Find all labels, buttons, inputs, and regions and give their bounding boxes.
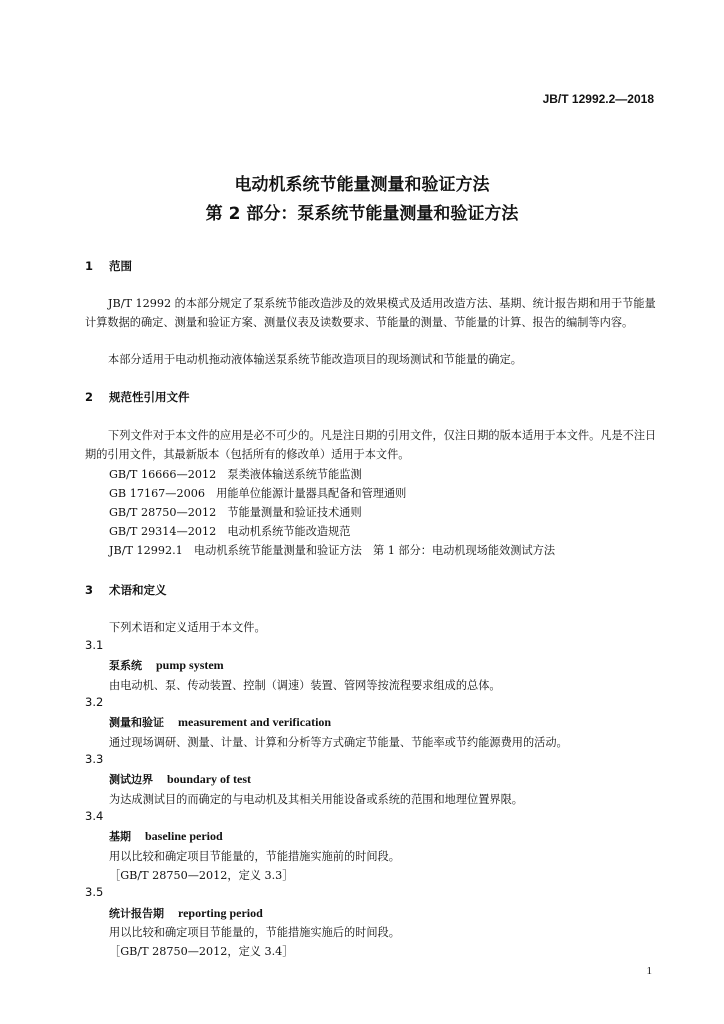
reference-item <box>109 466 362 482</box>
reference-item <box>109 485 406 501</box>
term-zh: 泵系统 <box>109 659 142 672</box>
reference-title: 用能单位能源计量器具配备和管理通则 <box>216 487 407 500</box>
reference-title: 电动机系统节能量测量和验证方法 第 1 部分：电动机现场能效测试方法 <box>193 544 556 557</box>
terms-intro: 下列术语和定义适用于本文件。 <box>109 621 266 634</box>
term-zh: 测量和验证 <box>109 716 164 729</box>
term-en: boundary of test <box>167 772 252 786</box>
term-heading <box>109 714 331 730</box>
term-number: 3.3 <box>85 752 104 766</box>
term-heading <box>109 771 251 787</box>
reference-code: JB/T 12992.1 <box>109 544 183 557</box>
term-definition: 用以比较和确定项目节能量的，节能措施实施前的时间段。 <box>109 850 400 863</box>
section-title: 术语和定义 <box>109 583 167 597</box>
term-en: baseline period <box>145 829 223 843</box>
reference-code: GB/T 28750—2012 <box>109 506 217 519</box>
term-zh: 统计报告期 <box>109 907 164 920</box>
term-number: 3.5 <box>85 885 104 899</box>
reference-title: 节能量测量和验证技术通则 <box>227 506 362 519</box>
section-title: 规范性引用文件 <box>109 390 190 404</box>
reference-item <box>109 542 555 558</box>
term-definition: 用以比较和确定项目节能量的，节能措施实施后的时间段。 <box>109 926 400 939</box>
term-zh: 基期 <box>109 830 131 843</box>
section-heading-scope <box>85 258 132 274</box>
term-en: measurement and verification <box>178 715 332 729</box>
term-heading <box>109 905 263 921</box>
references-intro: 下列文件对于本文件的应用是必不可少的。凡是注日期的引用文件，仅注日期的版本适用于本文件。凡是不注日期的引用文件，其最新版本（包括所有的修改单）适用于本文件。 <box>85 429 657 461</box>
reference-title: 电动机系统节能改造规范 <box>227 525 351 538</box>
term-en: reporting period <box>178 906 263 920</box>
section-heading-normative-references <box>85 389 190 405</box>
term-en: pump system <box>156 658 224 672</box>
term-source: ［GB/T 28750—2012，定义 3.4］ <box>109 945 294 958</box>
term-heading <box>109 828 223 844</box>
section-heading-terms <box>85 582 167 598</box>
reference-item <box>109 523 350 539</box>
document-title-line1: 电动机系统节能量测量和验证方法 <box>234 175 490 195</box>
section-title: 范围 <box>109 259 133 273</box>
reference-code: GB 17167—2006 <box>109 487 205 500</box>
term-definition: 由电动机、泵、传动装置、控制（调速）装置、管网等按流程要求组成的总体。 <box>109 679 501 692</box>
term-number: 3.4 <box>85 809 104 823</box>
section-number: 1 <box>85 259 94 273</box>
reference-code: GB/T 29314—2012 <box>109 525 217 538</box>
term-source: ［GB/T 28750—2012，定义 3.3］ <box>109 869 294 882</box>
reference-title: 泵类液体输送系统节能监测 <box>227 468 362 481</box>
term-number: 3.1 <box>85 638 104 652</box>
section-number: 3 <box>85 583 94 597</box>
term-definition: 通过现场调研、测量、计量、计算和分析等方式确定节能量、节能率或节约能源费用的活动。 <box>109 736 568 749</box>
term-number: 3.2 <box>85 695 104 709</box>
term-definition: 为达成测试目的而确定的与电动机及其相关用能设备或系统的范围和地理位置界限。 <box>109 793 523 806</box>
document-title-line2: 第 2 部分：泵系统节能量测量和验证方法 <box>205 204 519 224</box>
section-number: 2 <box>85 390 94 404</box>
reference-item <box>109 504 362 520</box>
standard-number: JB/T 12992.2—2018 <box>542 92 654 106</box>
scope-paragraph-1: JB/T 12992 的本部分规定了泵系统节能改造涉及的效果模式及适用改造方法、基期、统计报告期和用于节能量计算数据的确定、测量和验证方案、测量仪表及读数要求、节能量的测量、节能量的计算、报告的编制等内容。 <box>85 297 656 329</box>
term-zh: 测试边界 <box>109 773 153 786</box>
term-heading <box>109 657 224 673</box>
page-number: 1 <box>646 965 652 977</box>
scope-paragraph-2: 本部分适用于电动机拖动液体输送泵系统节能改造项目的现场测试和节能量的确定。 <box>108 353 522 366</box>
reference-code: GB/T 16666—2012 <box>109 468 217 481</box>
